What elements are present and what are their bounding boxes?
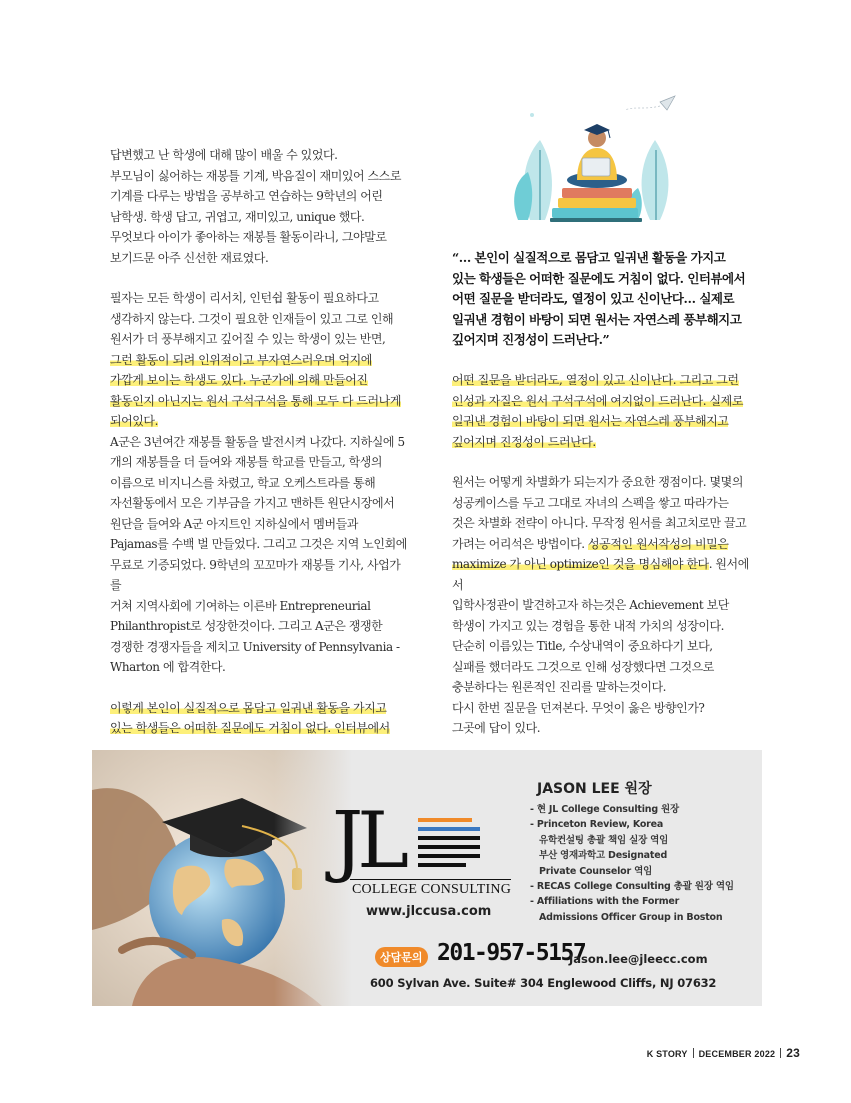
dot-decoration [530, 113, 534, 117]
text-line [110, 288, 410, 309]
footer-separator [780, 1048, 781, 1058]
highlighted-text: 그런 활동이 되려 인위적이고 부자연스러우며 억지에 [110, 352, 372, 367]
logo-bar-black-4 [418, 863, 466, 867]
quote-line: 일궈낸 경험이 바탕이 되면 원서는 자연스레 풍부해지고 [452, 311, 742, 327]
page-footer [620, 1046, 800, 1060]
text-line [110, 555, 410, 596]
page-number: 23 [786, 1046, 800, 1060]
text-line [110, 534, 410, 555]
quote-line: 깊어지며 진정성이 드러난다.” [452, 332, 610, 347]
logo-bar-orange [418, 818, 472, 822]
right-text-column [452, 370, 752, 739]
text-segment: 이름으로 비지니스를 차렸고, 학교 오케스트라를 통해 [110, 475, 376, 490]
highlighted-text: 깊어지며 진정성이 드러난다. [452, 434, 596, 449]
student-reading-illustration [510, 80, 680, 230]
consultant-name: JASON LEE 원장 [537, 781, 652, 797]
student-figure [567, 124, 627, 188]
credential-item: - Princeton Review, Korea [530, 819, 664, 831]
text-line [110, 637, 410, 658]
jl-college-consulting-ad[interactable] [92, 750, 762, 1006]
text-segment: Pajamas를 수백 벌 만들었다. 그리고 그것은 지역 노인회에 [110, 537, 407, 551]
highlighted-text: 어떤 질문을 받더라도, 열정이 있고 신이난다. 그리고 그런 [452, 373, 739, 387]
text-segment: 부모님이 싫어하는 재봉틀 기계, 박음질이 재미있어 스스로 [110, 168, 401, 183]
text-segment: 그곳에 답이 있다. [452, 721, 541, 735]
text-segment: Philanthropist로 성장한것이다. 그리고 A군은 쟁쟁한 [110, 619, 383, 633]
paragraph-gap [110, 268, 410, 288]
text-segment: 것은 차별화 전략이 아니다. 무작정 원서를 최고치로만 끌고 [452, 516, 747, 530]
text-segment: 기계를 다루는 방법을 공부하고 연습하는 9학년의 어린 [110, 189, 383, 203]
text-line [110, 657, 410, 678]
text-segment: 답변했고 난 학생에 대해 많이 배울 수 있었다. [110, 148, 338, 162]
text-line [452, 432, 752, 453]
office-address: 600 Sylvan Ave. Suite# 304 Englewood Cliffs, NJ 07632 [370, 976, 717, 990]
highlighted-text: 가깝게 보이는 학생도 있다. 누군가에 의해 만들어진 [110, 373, 368, 387]
paragraph-gap [452, 452, 752, 472]
highlighted-text: 인성과 자질은 원서 구석구석에 여지없이 드러난다. 실제로 [452, 393, 743, 408]
text-segment: 거쳐 지역사회에 기여하는 이른바 Entrepreneurial [110, 598, 371, 613]
text-line [110, 248, 410, 269]
text-segment: 필자는 모든 학생이 리서치, 인턴쉽 활동이 필요하다고 [110, 291, 379, 305]
text-line [452, 391, 752, 412]
email-link[interactable]: Jason.lee@jleecc.com [569, 952, 708, 966]
text-segment: 원단을 들여와 A군 아지트인 지하실에서 멤버들과 [110, 516, 358, 531]
paper-plane-icon [625, 96, 675, 110]
credential-item: Admissions Officer Group in Boston [539, 911, 723, 923]
text-segment: . 원서에서 [452, 557, 749, 592]
consultation-badge: 상담문의 [375, 947, 428, 967]
text-segment: Wharton 에 합격한다. [110, 660, 226, 674]
globe-graduation-cap-photo [92, 750, 352, 1006]
text-line [110, 514, 410, 535]
credentials-list [530, 802, 734, 925]
text-segment: 무엇보다 아이가 좋아하는 재봉틀 활동이라니, 그야말로 [110, 230, 387, 244]
text-line [110, 309, 410, 330]
text-line [110, 391, 410, 412]
highlighted-text: 일궈낸 경험이 바탕이 되면 원서는 자연스레 풍부해지고 [452, 414, 729, 428]
text-line [110, 186, 410, 207]
text-segment: 원서는 어떻게 차별화가 되는지가 중요한 쟁점이다. 몇몇의 [452, 475, 743, 489]
text-segment: 입학사정관이 발견하고자 하는것은 Achievement 보단 [452, 598, 729, 612]
text-line [110, 329, 410, 350]
text-line [110, 370, 410, 391]
text-segment: 성공케이스를 두고 그대로 자녀의 스펙을 쌓고 따라가는 [452, 495, 729, 510]
text-line [110, 145, 410, 166]
text-line [452, 472, 752, 493]
text-line [452, 657, 752, 678]
text-line [452, 698, 752, 719]
logo-bar-blue [418, 827, 480, 831]
text-line [452, 554, 752, 595]
text-segment: 자선활동에서 모은 기부금을 가지고 맨하튼 원단시장에서 [110, 496, 395, 510]
credential-item: 부산 영재과학고 Designated [539, 850, 668, 862]
text-line [110, 616, 410, 637]
text-line [110, 350, 410, 371]
footer-separator [693, 1048, 694, 1058]
logo-bar-black-1 [418, 836, 480, 840]
highlighted-text: maximize 가 아닌 optimize인 것을 명심해야 한다 [452, 557, 709, 571]
text-line [452, 370, 752, 391]
highlighted-text: 있는 학생들은 어떠한 질문에도 거침이 없다. 인터뷰에서 [110, 721, 390, 735]
text-segment: 실패를 했더라도 그것으로 인해 성장했다면 그것으로 [452, 659, 714, 674]
text-line [110, 596, 410, 617]
text-line [110, 452, 410, 473]
text-line [110, 718, 410, 739]
credential-item: - RECAS College Consulting 총괄 원장 역임 [530, 881, 734, 893]
text-line [110, 166, 410, 187]
text-line [110, 227, 410, 248]
text-segment: A군은 3년여간 재봉틀 활동을 발전시켜 나갔다. 지하실에 5 [110, 434, 405, 449]
text-line [110, 432, 410, 453]
quote-line: “… 본인이 실질적으로 몸담고 일궈낸 활동을 가지고 [452, 250, 726, 265]
text-segment: 남학생. 학생 답고, 귀엽고, 재미있고, unique 했다. [110, 209, 365, 224]
text-line [110, 411, 410, 432]
text-segment: 원서가 더 풍부해지고 깊어질 수 있는 학생이 있는 반면, [110, 332, 386, 346]
text-line [452, 534, 752, 555]
text-line [452, 636, 752, 657]
text-segment: 충분하다는 원론적인 진리를 말하는것이다. [452, 680, 667, 694]
highlighted-text: 되어있다. [110, 414, 158, 428]
text-line [110, 473, 410, 494]
phone-number[interactable]: 201-957-5157 [437, 940, 586, 966]
text-line [452, 513, 752, 534]
credential-item: Private Counselor 역임 [539, 865, 653, 877]
text-line [452, 616, 752, 637]
quote-line: 어떤 질문을 받더라도, 열정이 있고 신이난다… 실제로 [452, 291, 735, 306]
highlighted-text: 활동인지 아닌지는 원서 구석구석을 통해 모두 다 드러나게 [110, 393, 401, 408]
text-segment: 무료로 기증되었다. 9학년의 꼬꼬마가 재봉틀 기사, 사업가를 [110, 557, 401, 592]
highlighted-text: 이렇게 본인이 실질적으로 몸담고 일궈낸 활동을 가지고 [110, 700, 387, 715]
quote-line: 있는 학생들은 어떠한 질문에도 거침이 없다. 인터뷰에서 [452, 270, 746, 286]
paragraph-gap [110, 678, 410, 698]
logo-bar-black-3 [418, 854, 480, 858]
text-line [110, 698, 410, 719]
text-segment: 보기드문 아주 신선한 재료였다. [110, 250, 269, 265]
text-line [452, 677, 752, 698]
text-line [110, 207, 410, 228]
text-segment: 경쟁한 경쟁자들을 제치고 University of Pennsylvania - [110, 639, 400, 654]
text-segment: 가려는 어리석은 방법이다. [452, 536, 589, 551]
website-link[interactable]: www.jlccusa.com [366, 904, 492, 919]
text-segment: 학생이 가지고 있는 경험을 통한 내적 가치의 성장이다. [452, 618, 725, 633]
left-text-column [110, 145, 410, 739]
credential-item: 유학컨설팅 총괄 책임 실장 역임 [539, 834, 669, 846]
text-line [452, 595, 752, 616]
text-segment: 개의 재봉틀을 더 들여와 재봉틀 학교를 만들고, 학생의 [110, 455, 383, 469]
pull-quote [452, 248, 752, 351]
highlighted-text: 성공적인 원서작성의 비밀은 [588, 536, 729, 551]
logo-bar-black-2 [418, 845, 480, 849]
text-line [452, 493, 752, 514]
text-line [452, 411, 752, 432]
credential-item: - 현 JL College Consulting 원장 [530, 804, 679, 815]
book-stack [550, 188, 642, 222]
issue-date: DECEMBER 2022 [698, 1049, 776, 1059]
text-line [452, 718, 752, 739]
text-line [110, 493, 410, 514]
credential-item: - Affiliations with the Former [530, 896, 680, 908]
text-segment: 다시 한번 질문을 던져본다. 무엇이 옳은 방향인가? [452, 700, 705, 715]
text-segment: 단순히 이름있는 Title, 수상내역이 중요하다기 보다, [452, 639, 713, 653]
logo-subtitle: COLLEGE CONSULTING [352, 882, 512, 897]
magazine-name: K STORY [646, 1049, 688, 1059]
jl-logo-letters: JL [332, 796, 404, 886]
text-segment: 생각하지 않는다. 그것이 필요한 인재들이 있고 그로 인해 [110, 311, 394, 326]
